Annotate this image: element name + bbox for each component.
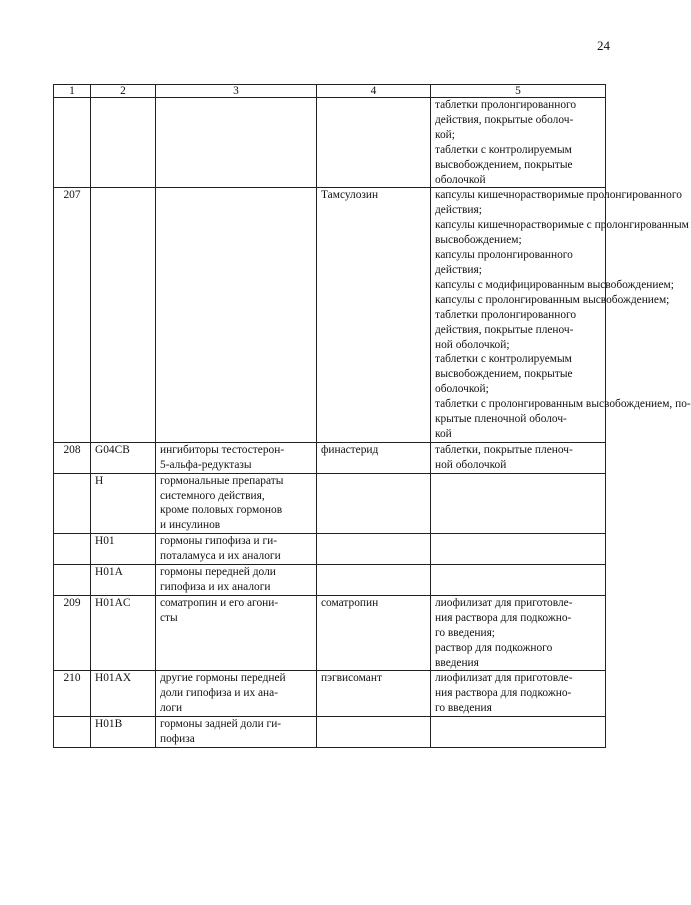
group-name-cell [156,188,317,442]
cell-line: ной оболочкой; [435,338,510,351]
atc-code-cell [91,98,156,188]
row-number-cell [54,565,91,596]
cell-line: таблетки, покрытые пленоч- [435,443,573,456]
row-number-cell: 209 [54,595,91,671]
atc-code-cell: H01A [91,565,156,596]
drug-name-cell [317,717,431,748]
group-name-cell [156,717,317,748]
cell-line: ния раствора для подкожно- [435,611,572,624]
atc-code-cell: H01AX [91,671,156,717]
cell-line: гипофиза и их аналоги [160,581,271,593]
cell-line: лиофилизат для приготовле- [435,672,573,685]
cell-line: поталамуса и их аналоги [160,550,281,563]
table-header-row [54,85,606,98]
atc-code-cell: H01B [91,717,156,748]
cell-line: гормоны гипофиза и ги- [160,535,278,548]
drug-name-cell [317,442,431,473]
drug-name-cell [317,473,431,534]
atc-code-cell [91,188,156,442]
drug-name-cell [317,671,431,717]
table-row [54,717,606,748]
cell-line: другие гормоны передней [160,672,286,685]
cell-line: таблетки пролонгированного [435,99,577,111]
table-row [54,188,606,442]
group-name-cell [156,671,317,717]
table-row [54,534,606,565]
page-number: 24 [597,38,610,53]
cell-line: капсулы с модифицированным высвобождением; [435,278,674,291]
column-header: 1 [54,85,91,98]
drug-name-cell [317,565,431,596]
cell-line: высвобождением; [435,234,522,247]
cell-line: раствор для подкожного [435,641,553,654]
cell-line: кой [435,427,452,440]
cell-line: таблетки пролонгированного [435,308,577,321]
row-number-cell: 207 [54,188,91,442]
cell-line: гормоны задней доли ги- [160,718,282,731]
column-header: 3 [156,85,317,98]
cell-line: и инсулинов [160,519,221,532]
cell-line: крытые пленочной оболоч- [435,413,567,426]
cell-line: капсулы кишечнорастворимые пролонгированного [435,189,682,202]
cell-line: капсулы с пролонгированным высвобождением; [435,293,670,306]
cell-line: таблетки с контролируемым [435,143,572,156]
cell-line: капсулы кишечнорастворимые с пролонгированным [435,219,689,232]
cell-line: оболочкой [435,173,486,186]
table-row [54,565,606,596]
table-row [54,98,606,188]
row-number-cell [54,717,91,748]
dosage-forms-cell [431,473,606,534]
column-header: 4 [317,85,431,98]
group-name-cell [156,565,317,596]
cell-line: сты [160,611,178,624]
dosage-forms-cell [431,717,606,748]
dosage-forms-cell [431,98,606,188]
group-name-cell [156,595,317,671]
cell-line: высвобождением, покрытые [435,158,573,171]
cell-line: пофиза [160,733,195,746]
column-header: 2 [91,85,156,98]
row-number-cell [54,473,91,534]
cell-line: кроме половых гормонов [160,504,283,517]
dosage-forms-cell [431,671,606,717]
atc-code-cell: H01 [91,534,156,565]
cell-line: высвобождением, покрытые [435,368,573,381]
row-number-cell [54,534,91,565]
cell-line: логи [160,702,183,715]
cell-line: ной оболочкой [435,458,507,471]
atc-code-cell: H01AC [91,595,156,671]
dosage-forms-cell [431,442,606,473]
dosage-forms-cell [431,565,606,596]
cell-line: го введения; [435,626,495,639]
cell-line: финастерид [321,443,379,456]
atc-code-cell: G04CB [91,442,156,473]
table-row [54,595,606,671]
dosage-forms-cell [431,595,606,671]
cell-line: гормоны передней доли [160,566,276,579]
drug-name-cell [317,98,431,188]
column-header: 5 [431,85,606,98]
row-number-cell: 208 [54,442,91,473]
cell-line: ния раствора для подкожно- [435,687,572,700]
group-name-cell [156,473,317,534]
cell-line: таблетки с контролируемым [435,353,572,366]
row-number-cell [54,98,91,188]
cell-line: капсулы пролонгированного [435,249,573,262]
group-name-cell [156,98,317,188]
cell-line: действия; [435,204,482,217]
cell-line: соматропин [321,596,379,609]
cell-line: оболочкой; [435,383,489,396]
cell-line: 5-альфа-редуктазы [160,458,252,471]
table-row [54,671,606,717]
cell-line: действия, покрытые оболоч- [435,113,574,126]
table-body [54,98,691,748]
drug-list-table [53,84,691,748]
drug-name-cell [317,534,431,565]
cell-line: го введения [435,702,492,715]
cell-line: лиофилизат для приготовле- [435,596,573,609]
group-name-cell [156,442,317,473]
group-name-cell [156,534,317,565]
cell-line: введения [435,656,479,669]
cell-line: действия; [435,263,482,276]
cell-line: гормональные препараты [160,474,284,487]
table-row [54,473,606,534]
drug-name-cell [317,595,431,671]
cell-line: системного действия, [160,489,265,502]
row-number-cell: 210 [54,671,91,717]
table-row [54,442,606,473]
dosage-forms-cell [431,188,691,442]
dosage-forms-cell [431,534,606,565]
cell-line: действия, покрытые пленоч- [435,323,574,336]
cell-line: ингибиторы тестостерон- [160,443,285,456]
drug-name-cell [317,188,431,442]
atc-code-cell: H [91,473,156,534]
cell-line: таблетки с пролонгированным высвобождением, по- [435,398,691,411]
cell-line: пэгвисомант [321,672,382,685]
cell-line: доли гипофиза и их ана- [160,687,278,700]
cell-line: соматропин и его агони- [160,596,279,609]
cell-line: Тамсулозин [321,189,379,202]
cell-line: кой; [435,128,455,141]
